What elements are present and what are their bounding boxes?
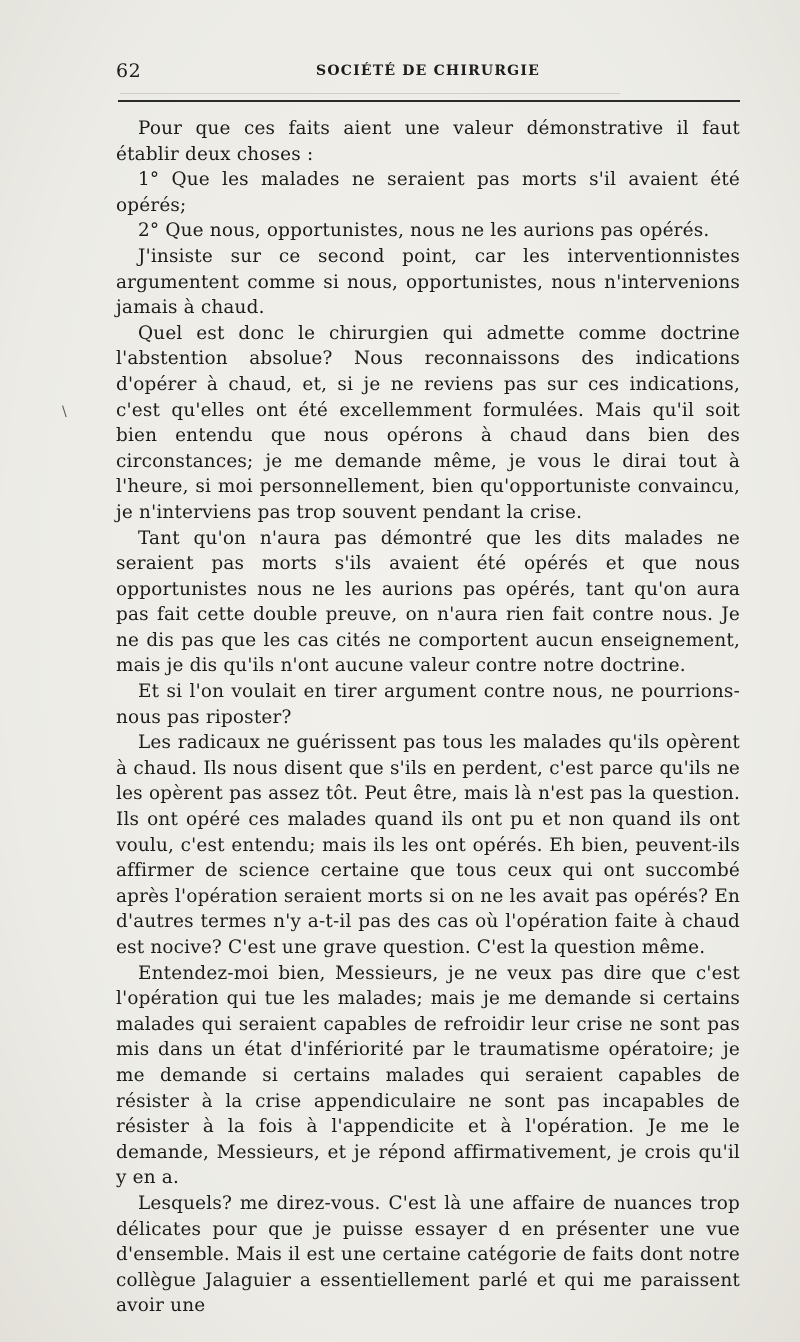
paragraph: Lesquels? me direz-vous. C'est là une affaire de nuances trop délicates pour que je puisse essayer d en présenter une vue d'ensemble. Mais il est une certaine catégorie de faits dont notre collègue Jalaguier a essentiellement parlé et qui me paraissent avoir une	[116, 1192, 740, 1317]
running-head	[116, 60, 740, 84]
paragraph: Entendez-moi bien, Messieurs, je ne veux pas dire que c'est l'opération qui tue les malades; mais je me demande si certains malades qui seraient capables de refroidir leur crise ne sont pas mis dans un état d'infériorité par le traumatisme opératoire; je me demande si certains malades qui seraient capables de résister à la crise appendiculaire ne sont pas incapables de résister à la fois à l'appendicite et à l'opération. Je me le demande, Messieurs, et je répond affirmativement, je crois qu'il y en a.	[116, 962, 740, 1189]
paragraph: Et si l'on voulait en tirer argument contre nous, ne pourrions-nous pas riposter?	[116, 681, 740, 728]
paragraph: Quel est donc le chirurgien qui admette comme doctrine l'abstention absolue? Nous reconnaissons des indications d'opérer à chaud, et, si je ne reviens pas sur ces indications, c'est qu'elles ont été excellemment formulées. Mais qu'il soit bien entendu que nous opérons à chaud dans bien des circonstances; je me demande même, je vous le dirai tout à l'heure, si moi personnellement, bien qu'opportuniste convaincu, je n'interviens pas trop souvent pendant la crise.	[116, 322, 740, 523]
journal-title: SOCIÉTÉ DE CHIRURGIE	[316, 63, 540, 79]
paragraph: 1° Que les malades ne seraient pas morts s'il avaient été opérés;	[116, 169, 740, 216]
paragraph: Pour que ces faits aient une valeur démonstrative il faut établir deux choses :	[116, 118, 740, 165]
paragraph: Tant qu'on n'aura pas démontré que les dits malades ne seraient pas morts s'ils avaient été opérés et que nous opportunistes nous ne les aurions pas opérés, tant qu'on aura pas fait cette double preuve, on n'aura rien fait contre nous. Je ne dis pas que les cas cités ne comportent aucun enseignement, mais je dis qu'ils n'ont aucune valeur contre notre doctrine.	[116, 527, 740, 677]
margin-mark: \	[62, 404, 67, 420]
header-rule	[118, 100, 740, 102]
page-number: 62	[116, 60, 142, 82]
paragraph: J'insiste sur ce second point, car les interventionnistes argumentent comme si nous, opportunistes, nous n'intervenions jamais à chaud.	[116, 245, 740, 319]
body-text	[116, 116, 740, 1319]
header-faint-rule	[120, 93, 620, 94]
paragraph: Les radicaux ne guérissent pas tous les malades qu'ils opèrent à chaud. Ils nous disent que s'ils en perdent, c'est parce qu'ils ne les opèrent pas assez tôt. Peut être, mais là n'est pas la question. Ils ont opéré ces malades quand ils ont pu et non quand ils ont voulu, c'est entendu; mais ils les ont opérés. Eh bien, peuvent-ils affirmer de science certaine que tous ceux qui ont succombé après l'opération seraient morts si on ne les avait pas opérés? En d'autres termes n'y a-t-il pas des cas où l'opération faite à chaud est nocive? C'est une grave question. C'est la question même.	[116, 732, 740, 958]
paragraph: 2° Que nous, opportunistes, nous ne les aurions pas opérés.	[138, 220, 710, 242]
